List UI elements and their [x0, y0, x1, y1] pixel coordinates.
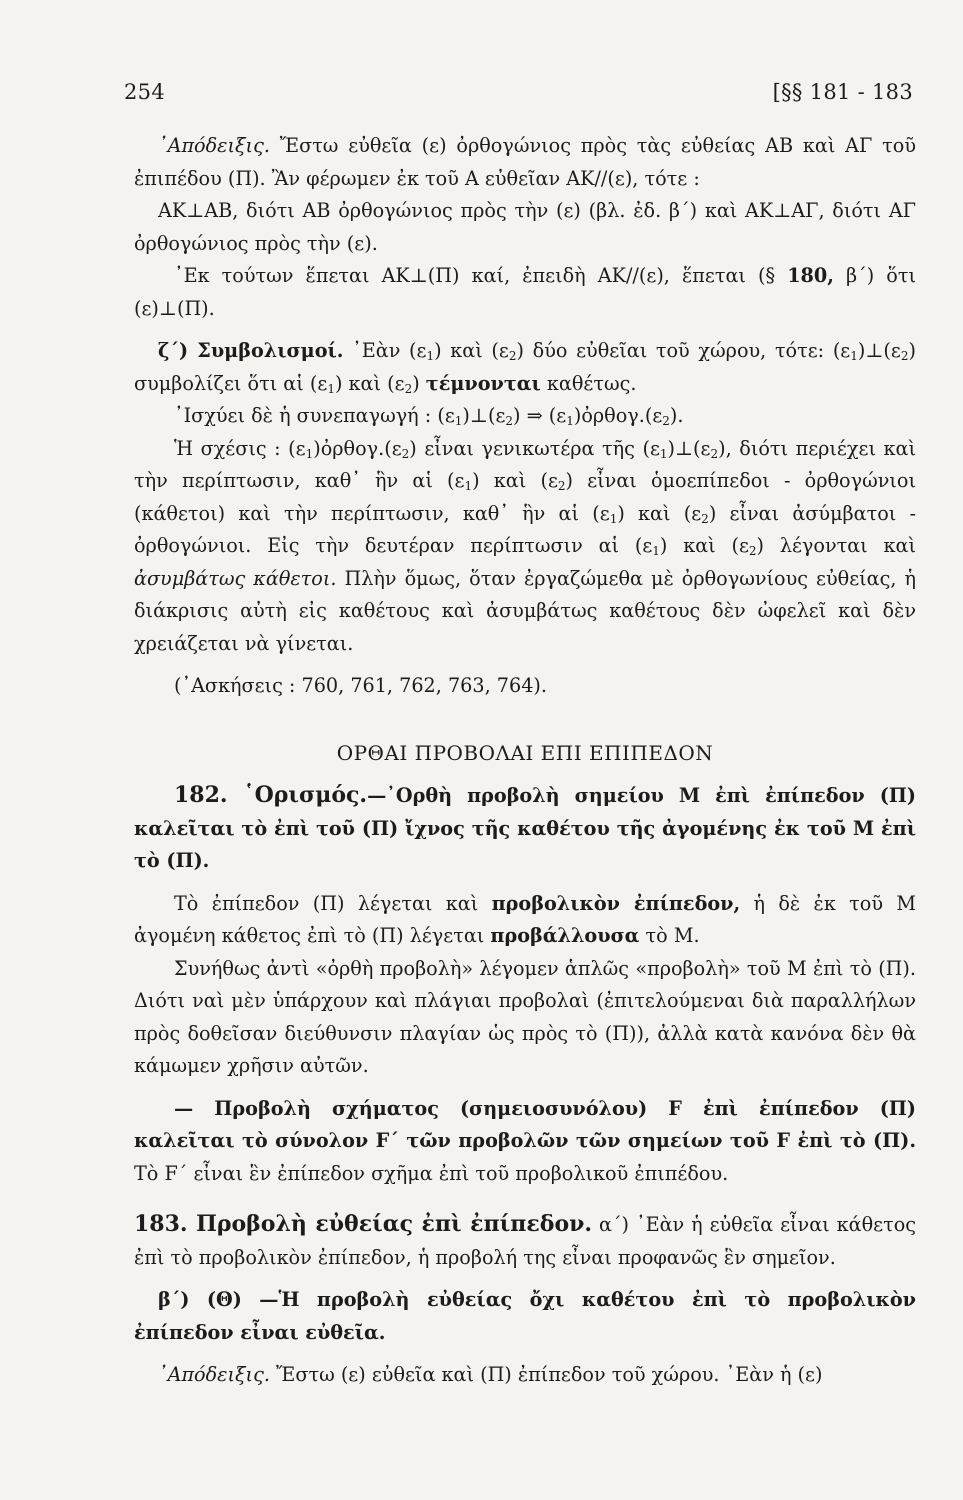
section-reference: [§§ 181 - 183	[772, 80, 913, 104]
projection-plane-paragraph: Τὸ ἐπίπεδον (Π) λέγεται καὶ προβολικὸν ἐπίπεδον, ἡ δὲ ἐκ τοῦ Μ ἀγομένη κάθετος ἐπὶ τὸ (Π) λέγεται προβάλλουσα τὸ Μ.	[134, 891, 917, 947]
perpendicular-statement: ΑΚ⊥ΑΒ, διότι ΑΒ ὀρθογώνιος πρὸς τὴν (ε) (βλ. ἐδ. β΄) καὶ ΑΚ⊥ΑΓ, διότι ΑΓ ὀρθογώνιος πρὸς τὴν (ε).	[134, 199, 916, 255]
theorem-183: 183. Προβολὴ εὐθείας ἐπὶ ἐπίπεδον. α΄) ᾿Εὰν ἡ εὐθεῖα εἶναι κάθετος ἐπὶ τὸ προβολικὸν ἐπίπεδον, ἡ προβολή της εἶναι προφανῶς ἓν σημεῖον.	[134, 1211, 916, 1269]
conclusion-paragraph: ᾿Εκ τούτων ἕπεται ΑΚ⊥(Π) καί, ἐπειδὴ ΑΚ//(ε), ἕπεται (§ 180, β΄) ὅτι (ε)⊥(Π).	[134, 264, 916, 320]
proof-paragraph-1: ᾿Απόδειξις. Ἔστω εὐθεῖα (ε) ὀρθογώνιος πρὸς τὰς εὐθείας ΑΒ καὶ ΑΓ τοῦ ἐπιπέδου (Π). Ἂν φέρωμεν ἐκ τοῦ Α εὐθεῖαν ΑΚ//(ε), τότε :	[134, 134, 916, 190]
page-body	[134, 130, 916, 1392]
symbolism-heading: ζ΄) Συμβολισμοί.	[158, 339, 344, 362]
section-title: ΟΡΘΑΙ ΠΡΟΒΟΛΑΙ ΕΠΙ ΕΠΙΠΕΔΟΝ	[336, 740, 714, 765]
exercises-reference: (᾿Ασκήσεις : 760, 761, 762, 763, 764).	[174, 674, 547, 697]
theorem-statement-b: β΄) (Θ) —Ἡ προβολὴ εὐθείας ὄχι καθέτου ἐπὶ τὸ προβολικὸν ἐπίπεδον εἶναι εὐθεῖα.	[134, 1288, 916, 1344]
proof-label: ᾿Απόδειξις.	[158, 134, 270, 157]
figure-projection-paragraph: — Προβολὴ σχήματος (σημειοσυνόλου) F ἐπὶ ἐπίπεδον (Π) καλεῖται τὸ σύνολον F΄ τῶν προβολῶν τῶν σημείων τοῦ F ἐπὶ τὸ (Π). Τὸ F΄ εἶναι ἓν ἐπίπεδον σχῆμα ἐπὶ τοῦ προβολικοῦ ἐπιπέδου.	[134, 1096, 916, 1185]
implication-paragraph: ᾿Ισχύει δὲ ἡ συνεπαγωγή : $(\varepsilon_1)\perp(\varepsilon_2)$ ⇒ $(\varepsilon_1)ὀ\rho\theta o\gamma.(\varepsilon_2)$.	[174, 404, 684, 428]
proof-label-2: ᾿Απόδειξις.	[158, 1363, 270, 1386]
symbolism-paragraph: ζ΄) Συμβολισμοί. ᾿Εὰν $(\varepsilon_1)$ καὶ $(\varepsilon_2)$ δύο εὐθεῖαι τοῦ χώρου, τότε: $(\varepsilon_1)\perp(\varepsilon_2)$ συμβολίζει ὅτι αἱ $(\varepsilon_1)$ καὶ $(\varepsilon_2)$ τέμνονται καθέτως.	[134, 339, 916, 396]
definition-182: 182. ῾Ορισμός.—᾿Ορθὴ προβολὴ σημείου Μ ἐπὶ ἐπίπεδον (Π) καλεῖται τὸ ἐπὶ τοῦ (Π) ἴχνος τῆς καθέτου τῆς ἀγομένης ἐκ τοῦ Μ ἐπὶ τὸ (Π).	[134, 782, 916, 872]
proof-paragraph-2: ᾿Απόδειξις. Ἔστω (ε) εὐθεῖα καὶ (Π) ἐπίπεδον τοῦ χώρου. ᾿Εὰν ἡ (ε)	[158, 1363, 823, 1386]
paragraph-number-183: 183.	[134, 1211, 188, 1237]
usage-paragraph: Συνήθως ἀντὶ «ὀρθὴ προβολὴ» λέγομεν ἁπλῶς «προβολὴ» τοῦ Μ ἐπὶ τὸ (Π). Διότι ναὶ μὲν ὑπάρχουν καὶ πλάγιαι προβολαὶ (ἐπιτελούμεναι διὰ παραλλήλων πρὸς δοθεῖσαν διεύθυνσιν πλαγίαν ὡς πρὸς τὸ (Π)), ἀλλὰ κατὰ κανόνα δὲν θὰ κάμωμεν χρῆσιν αὐτῶν.	[134, 956, 916, 1077]
paragraph-number-182: 182.	[174, 782, 228, 808]
page-number: 254	[124, 80, 165, 104]
relation-paragraph: Ἡ σχέσις : $(\varepsilon_1)ὀ\rho\theta o\gamma.(\varepsilon_2)$ εἶναι γενικωτέρα τῆς $(\varepsilon_1)\perp(\varepsilon_2)$, διότι περιέχει καὶ τὴν περίπτωσιν, καθ᾿ ἣν αἱ $(\varepsilon_1)$ καὶ $(\varepsilon_2)$ εἶναι ὁμοεπίπεδοι - ὀρθογώνιοι (κάθετοι) καὶ τὴν περίπτωσιν, καθ᾿ ἣν αἱ $(\varepsilon_1)$ καὶ $(\varepsilon_2)$ εἶναι ἀσύμβατοι - ὀρθογώνιοι. Εἰς τὴν δευτέραν περίπτωσιν αἱ $(\varepsilon_1)$ καὶ $(\varepsilon_2)$ λέγονται καὶ ἀσυμβάτως κάθετοι. Πλὴν ὅμως, ὅταν ἐργαζώμεθα μὲ ὀρθογωνίους εὐθείας, ἡ διάκρισις αὐτὴ εἰς καθέτους καὶ ἀσυμβάτως καθέτους δὲν ὠφελεῖ καὶ δὲν χρειάζεται νὰ γίνεται.	[134, 436, 916, 655]
